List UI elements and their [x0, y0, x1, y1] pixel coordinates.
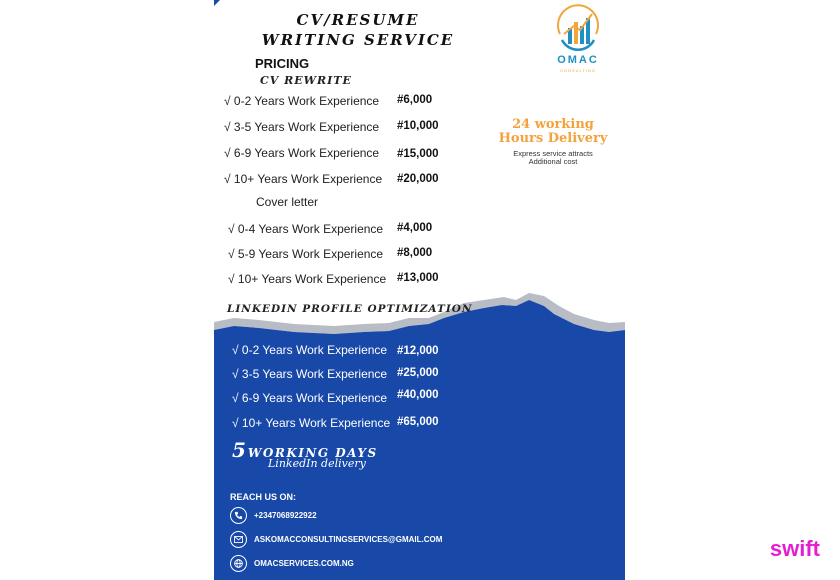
- linkedin-item-price: #12,000: [397, 345, 439, 357]
- express-note-line-1: Express service attracts: [513, 149, 593, 158]
- working-days-text: WORKING DAYS: [247, 446, 378, 460]
- flyer: [214, 0, 625, 580]
- linkedin-heading: LINKEDIN PROFILE OPTIMIZATION: [227, 303, 473, 315]
- express-note-line-2: Additional cost: [528, 157, 578, 166]
- delivery-line-2: Hours Delivery: [498, 131, 608, 146]
- cv-rewrite-heading: CV REWRITE: [260, 74, 352, 87]
- linkedin-item-price: #40,000: [397, 389, 439, 401]
- cover-item-price: #13,000: [397, 272, 439, 284]
- cv-item-price: #6,000: [397, 94, 433, 106]
- linkedin-item-price: #25,000: [397, 367, 439, 379]
- linkedin-item-label: √ 3-5 Years Work Experience: [232, 367, 388, 381]
- phone-number: +2347068922922: [254, 510, 317, 520]
- envelope-icon: [230, 531, 247, 548]
- logo-sub: CONSULTING: [560, 68, 596, 73]
- email-address: ASKOMACCONSULTINGSERVICES@GMAIL.COM: [254, 534, 443, 544]
- contact-website[interactable]: [230, 553, 354, 573]
- working-days-number: 5: [232, 438, 246, 462]
- globe-icon: [230, 555, 247, 572]
- cv-item-label: √ 10+ Years Work Experience: [224, 172, 383, 186]
- title-line-2: WRITING SERVICE: [261, 31, 455, 49]
- omac-logo: [552, 4, 604, 76]
- cv-item-price: #20,000: [397, 173, 439, 185]
- linkedin-item-label: √ 10+ Years Work Experience: [232, 416, 391, 430]
- cv-item-label: √ 0-2 Years Work Experience: [224, 94, 380, 108]
- logo-name: OMAC: [557, 54, 599, 66]
- express-note: [500, 150, 606, 166]
- delivery-badge: [494, 118, 612, 146]
- phone-icon: [230, 507, 247, 524]
- cv-item-label: √ 3-5 Years Work Experience: [224, 120, 380, 134]
- linkedin-item-price: #65,000: [397, 416, 439, 428]
- cover-item-price: #8,000: [397, 247, 433, 259]
- pricing-label: PRICING: [255, 56, 310, 71]
- linkedin-item-label: √ 0-2 Years Work Experience: [232, 343, 388, 357]
- cover-letter-heading: Cover letter: [256, 195, 319, 209]
- logo-chart-icon: [552, 4, 604, 54]
- cv-item-price: #10,000: [397, 120, 439, 132]
- contact-email[interactable]: [230, 529, 442, 549]
- delivery-line-1: 24 working: [512, 117, 594, 132]
- website: OMACSERVICES.COM.NG: [254, 558, 354, 568]
- cover-item-price: #4,000: [397, 222, 433, 234]
- reach-us-heading: REACH US ON:: [230, 492, 297, 502]
- linkedin-delivery: LinkedIn delivery: [268, 457, 366, 470]
- cv-item-price: #15,000: [397, 148, 439, 160]
- contact-phone[interactable]: [230, 505, 317, 525]
- title-line-1: CV/RESUME: [296, 11, 420, 29]
- cover-item-label: √ 0-4 Years Work Experience: [228, 222, 384, 236]
- cover-item-label: √ 5-9 Years Work Experience: [228, 247, 384, 261]
- cover-item-label: √ 10+ Years Work Experience: [228, 272, 387, 286]
- cv-item-label: √ 6-9 Years Work Experience: [224, 146, 380, 160]
- swift-watermark: swift: [769, 536, 820, 561]
- linkedin-item-label: √ 6-9 Years Work Experience: [232, 391, 388, 405]
